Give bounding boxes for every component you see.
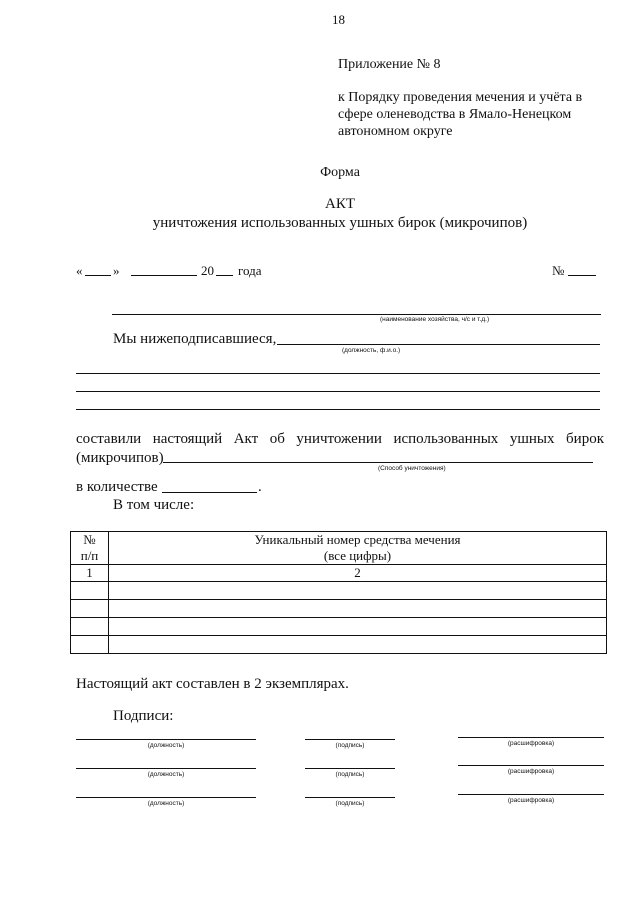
decoding-field-3[interactable] [458, 794, 604, 795]
signatories-line-3[interactable] [76, 391, 600, 392]
month-field[interactable] [131, 275, 197, 276]
table-row [71, 600, 607, 618]
act-number-field[interactable] [568, 275, 596, 276]
table-cell[interactable] [109, 636, 607, 654]
signatories-field[interactable] [277, 344, 600, 345]
col-id-header-line-1: Уникальный номер средства мечения [254, 532, 461, 547]
table-row [71, 618, 607, 636]
signatories-text: Мы нижеподписавшиеся, [113, 331, 277, 347]
table-cell[interactable] [71, 618, 109, 636]
number-sign: № [552, 263, 565, 278]
decoding-caption-1: (расшифровка) [507, 740, 555, 747]
farm-caption: (наименование хозяйства, ч/с и т.д.) [380, 316, 490, 323]
page-number: 18 [332, 12, 345, 27]
decoding-caption-2: (расшифровка) [507, 768, 555, 775]
including-label: В том числе: [113, 497, 195, 513]
method-caption: (Способ уничтожения) [378, 465, 446, 472]
composed-line-1: составили настоящий Акт об уничтожении использованных ушных бирок [76, 431, 604, 447]
decoding-field-2[interactable] [458, 765, 604, 766]
col-id-header-line-2: (все цифры) [323, 548, 392, 563]
farm-name-field[interactable] [112, 314, 601, 315]
signature-caption-1: (подпись) [335, 742, 365, 749]
act-subtitle: уничтожения использованных ушных бирок (микрочипов) [152, 215, 528, 231]
position-name-caption: (должность, ф.и.о.) [342, 347, 401, 354]
signatures-label: Подписи: [113, 708, 174, 724]
composed-line-2: (микрочипов) [76, 450, 164, 466]
col-number-header-line-2: п/п [80, 548, 99, 563]
quantity-label: в количестве [76, 479, 158, 495]
col-number-header-line-1: № [83, 532, 96, 547]
form-label: Форма [320, 165, 360, 180]
method-field[interactable] [163, 462, 593, 463]
signatories-line-4[interactable] [76, 409, 600, 410]
table-row [71, 582, 607, 600]
year-suffix: года [238, 263, 262, 278]
date-quote-close: » [113, 263, 120, 278]
year-field[interactable] [216, 275, 233, 276]
position-caption-2: (должность) [147, 771, 185, 778]
appendix-line-1: к Порядку проведения мечения и учёта в [338, 90, 583, 105]
signature-field-2[interactable] [305, 768, 395, 769]
signature-caption-2: (подпись) [335, 771, 365, 778]
table-row [71, 636, 607, 654]
table-cell[interactable] [109, 582, 607, 600]
decoding-caption-3: (расшифровка) [507, 797, 555, 804]
position-field-3[interactable] [76, 797, 256, 798]
table-cell[interactable] [71, 582, 109, 600]
col-number-index: 1 [71, 565, 109, 582]
items-table [70, 531, 607, 654]
col-number-header [71, 532, 109, 565]
year-prefix: 20 [201, 263, 214, 278]
position-field-2[interactable] [76, 768, 256, 769]
copies-text: Настоящий акт составлен в 2 экземплярах. [76, 676, 349, 692]
decoding-field-1[interactable] [458, 737, 604, 738]
appendix-block [338, 56, 582, 140]
signatories-line-2[interactable] [76, 373, 600, 374]
quantity-field[interactable] [162, 492, 257, 493]
signature-caption-3: (подпись) [335, 800, 365, 807]
appendix-line-2: сфере оленеводства в Ямало-Ненецком [338, 107, 572, 122]
col-id-index: 2 [109, 565, 607, 582]
table-cell[interactable] [109, 618, 607, 636]
position-field-1[interactable] [76, 739, 256, 740]
signature-field-1[interactable] [305, 739, 395, 740]
appendix-line-3: автономном округе [338, 124, 453, 139]
day-field[interactable] [85, 275, 111, 276]
quantity-end: . [258, 479, 262, 495]
date-quote-open: « [76, 263, 83, 278]
act-title: АКТ [325, 196, 355, 212]
signature-field-3[interactable] [305, 797, 395, 798]
appendix-title: Приложение № 8 [338, 57, 441, 72]
col-id-header [109, 532, 607, 565]
position-caption-1: (должность) [147, 742, 185, 749]
table-cell[interactable] [71, 636, 109, 654]
table-cell[interactable] [109, 600, 607, 618]
table-cell[interactable] [71, 600, 109, 618]
position-caption-3: (должность) [147, 800, 185, 807]
